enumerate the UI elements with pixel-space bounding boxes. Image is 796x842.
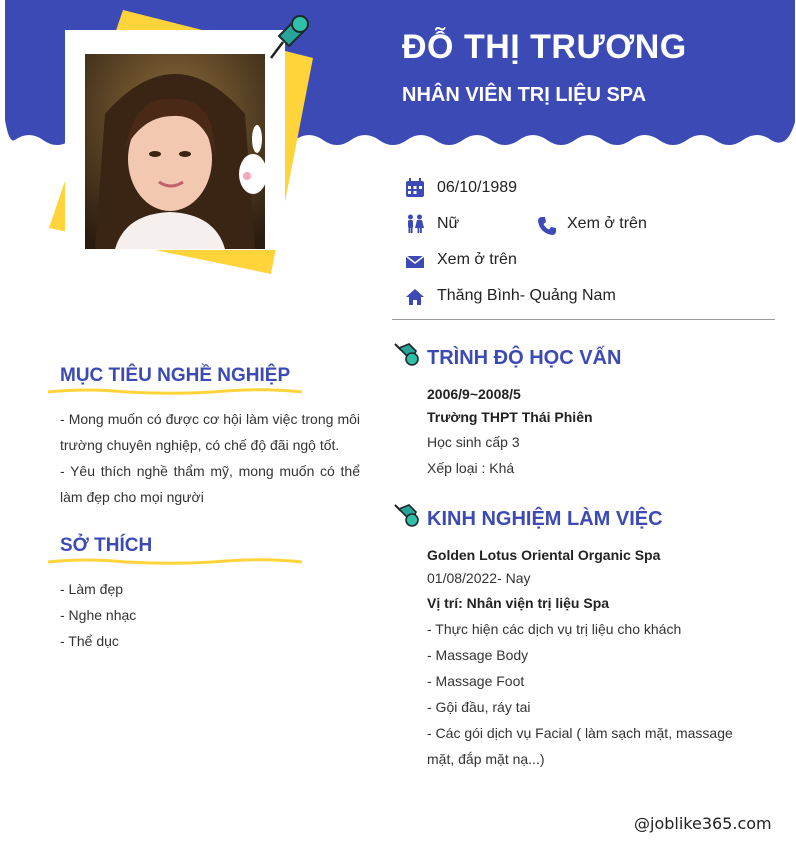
objective-paragraph: - Mong muốn có được cơ hội làm việc trong môi trường chuyên nghiệp, có chế độ đãi ngộ tốt. bbox=[60, 411, 360, 453]
duty-item: - Massage Foot bbox=[427, 673, 525, 689]
hobby-item: - Làm đẹp bbox=[60, 581, 124, 597]
experience-period: 01/08/2022- Nay bbox=[427, 570, 531, 586]
job-position: Vị trí: Nhân viện trị liệu Spa bbox=[427, 595, 610, 611]
duty-item: - Massage Body bbox=[427, 647, 529, 663]
education-grade: Xếp loại : Khá bbox=[427, 460, 515, 476]
email-icon bbox=[405, 252, 425, 272]
phone-value[interactable]: Xem ở trên bbox=[567, 215, 647, 232]
career-objective-title: MỤC TIÊU NGHỀ NGHIỆP bbox=[60, 365, 291, 386]
pushpin-icon bbox=[392, 340, 420, 368]
avatar bbox=[85, 54, 265, 249]
job-title: NHÂN VIÊN TRỊ LIỆU SPA bbox=[402, 84, 647, 106]
calendar-icon bbox=[405, 178, 425, 198]
education-title: TRÌNH ĐỘ HỌC VẤN bbox=[427, 347, 622, 369]
company-name: Golden Lotus Oriental Organic Spa bbox=[427, 547, 661, 563]
birthday-value: 06/10/1989 bbox=[437, 179, 518, 196]
photo-frame bbox=[65, 30, 285, 250]
hobby-item: - Nghe nhạc bbox=[60, 607, 137, 623]
hobbies-title: SỞ THÍCH bbox=[60, 535, 153, 556]
candidate-name: ĐỖ THỊ TRƯƠNG bbox=[402, 28, 687, 66]
title-underline bbox=[46, 386, 304, 396]
title-underline bbox=[46, 556, 304, 566]
duty-item: - Thực hiện các dịch vụ trị liệu cho khách bbox=[427, 621, 682, 637]
phone-icon bbox=[537, 216, 557, 236]
pushpin-icon bbox=[392, 501, 420, 529]
duty-item: - Gội đầu, ráy tai bbox=[427, 699, 531, 715]
home-icon bbox=[405, 287, 425, 307]
footer-watermark: @joblike365.com bbox=[634, 814, 772, 833]
hobby-item: - Thể dục bbox=[60, 633, 119, 649]
gender-icon bbox=[405, 214, 425, 234]
education-level: Học sinh cấp 3 bbox=[427, 434, 520, 450]
email-value[interactable]: Xem ở trên bbox=[437, 251, 517, 268]
pushpin-icon bbox=[267, 14, 311, 60]
education-period: 2006/9~2008/5 bbox=[427, 386, 521, 402]
school-name: Trường THPT Thái Phiên bbox=[427, 409, 593, 425]
objective-paragraph: - Yêu thích nghề thẩm mỹ, mong muốn có thể làm đẹp cho mọi người bbox=[60, 463, 360, 505]
address-value: Thăng Bình- Quảng Nam bbox=[437, 287, 616, 304]
divider bbox=[392, 319, 775, 320]
duty-item: - Các gói dịch vụ Facial ( làm sạch mặt, massage bbox=[427, 725, 733, 741]
experience-title: KINH NGHIỆM LÀM VIỆC bbox=[427, 508, 663, 530]
gender-value: Nữ bbox=[437, 215, 460, 232]
duty-item: mặt, đắp mặt nạ...) bbox=[427, 751, 545, 767]
profile-photo-block bbox=[45, 10, 325, 280]
